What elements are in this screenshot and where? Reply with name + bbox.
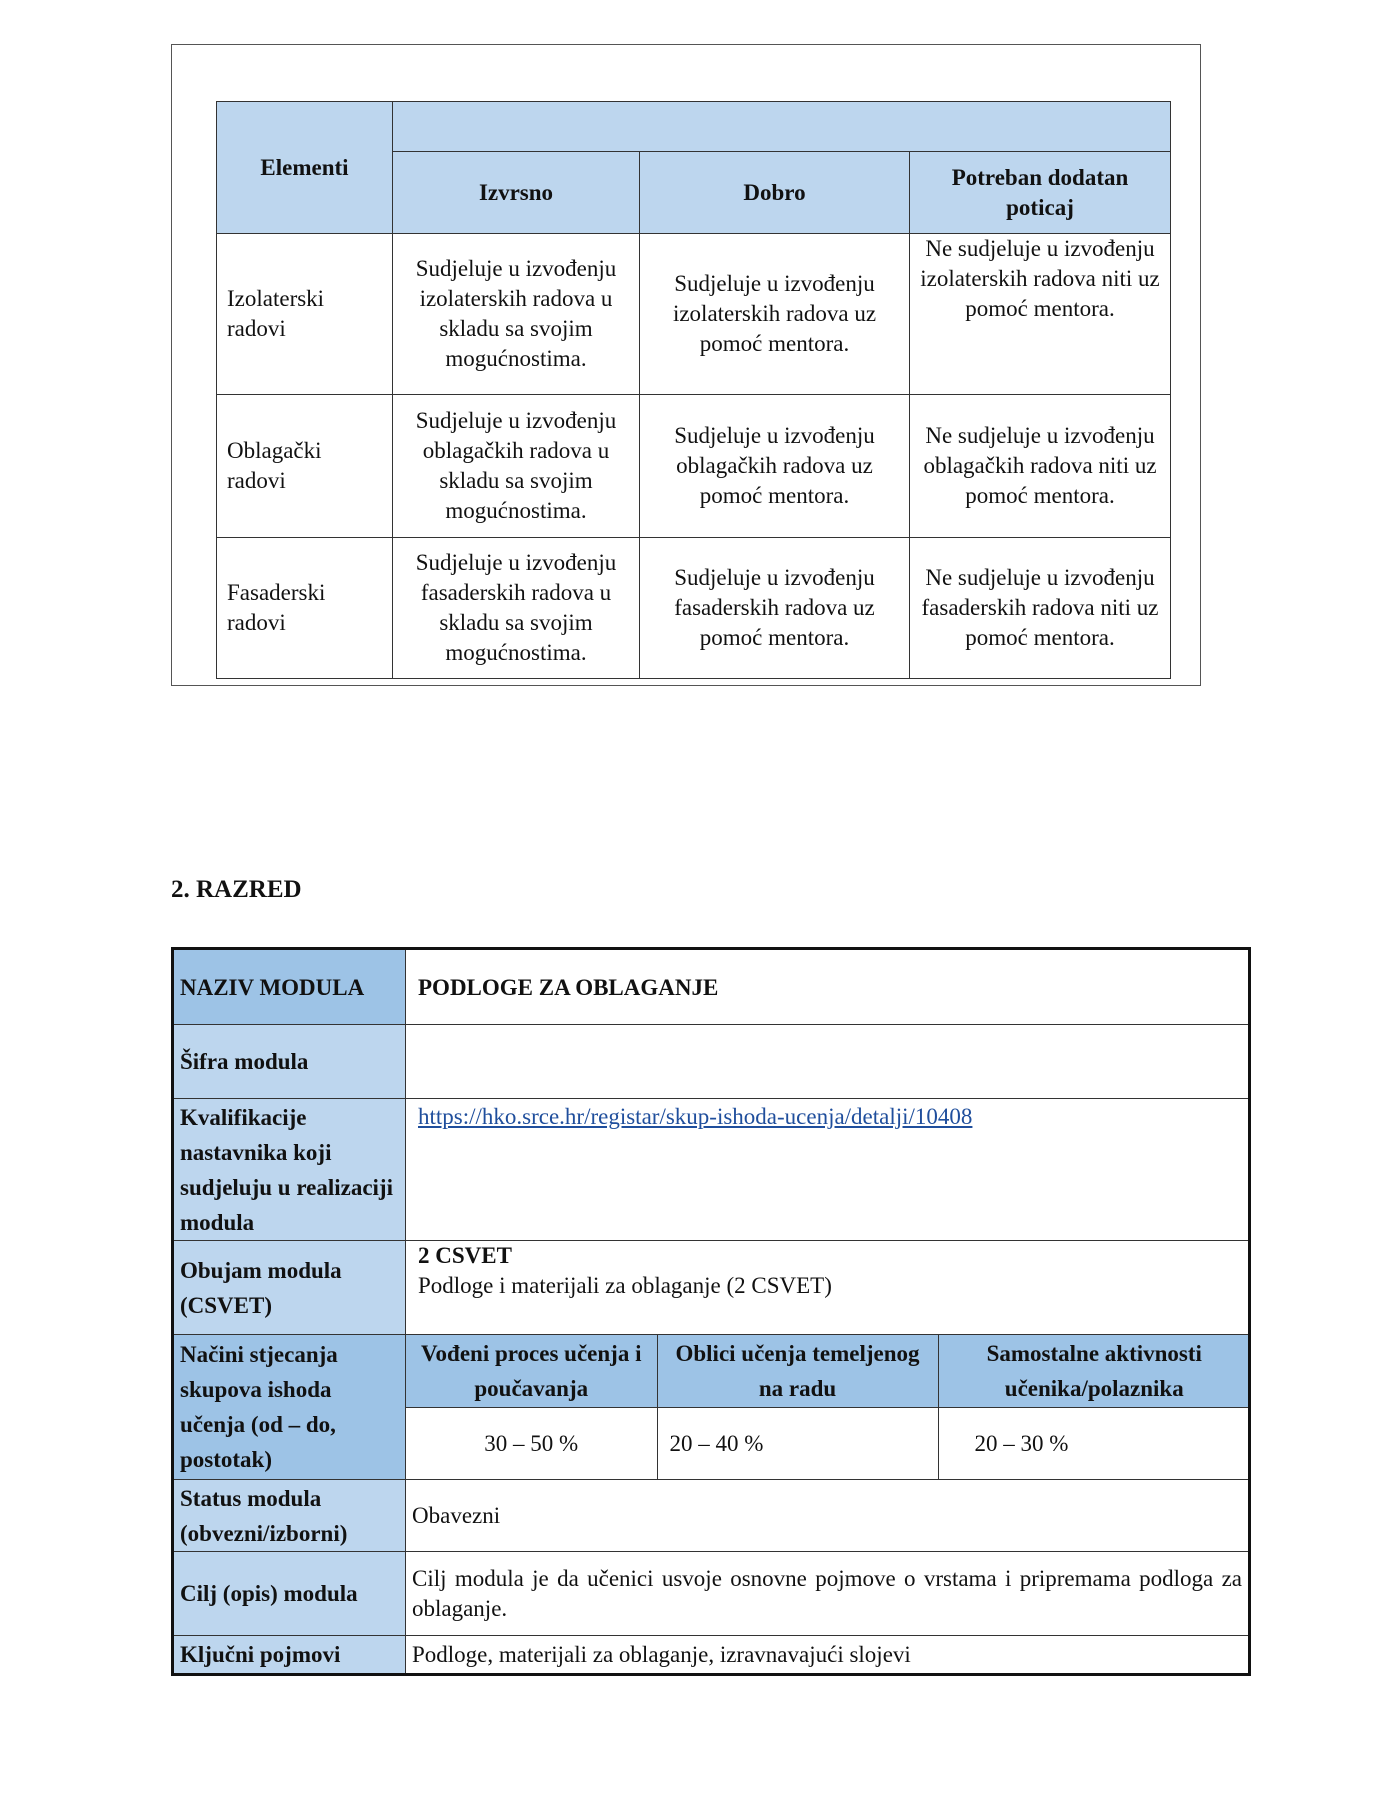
row-label: Izolaterski radovi xyxy=(217,234,393,395)
table-row xyxy=(217,538,1171,679)
table-row xyxy=(173,1025,1250,1099)
methods-table xyxy=(406,1335,1250,1479)
goal-label: Cilj (opis) modula xyxy=(173,1552,406,1636)
table-row xyxy=(173,949,1250,1025)
cell-excellent: Sudjeluje u izvođenju fasaderskih radova u skladu sa svojim mogućnostima. xyxy=(393,538,640,679)
cell-needs-push: Ne sudjeluje u izvođenju izolaterskih radova niti uz pomoć mentora. xyxy=(910,234,1171,395)
header-blank xyxy=(393,102,1171,152)
qualifications-label: Kvalifikacije nastavnika koji sudjeluju u realizaciji modula xyxy=(173,1099,406,1241)
table-row xyxy=(173,1480,1250,1552)
row-label: Fasaderski radovi xyxy=(217,538,393,679)
header-excellent: Izvrsno xyxy=(393,152,640,234)
rubric-table xyxy=(216,101,1171,679)
module-code-label: Šifra modula xyxy=(173,1025,406,1099)
table-row xyxy=(173,1241,1250,1335)
table-row xyxy=(217,234,1171,395)
keywords-label: Ključni pojmovi xyxy=(173,1636,406,1675)
module-name-value: PODLOGE ZA OBLAGANJE xyxy=(406,949,1250,1025)
qualifications-link[interactable]: https://hko.srce.hr/registar/skup-ishoda-ucenja/detalji/10408 xyxy=(418,1104,973,1129)
header-elements: Elementi xyxy=(217,102,393,234)
table-row xyxy=(173,1335,1250,1480)
cell-needs-push: Ne sudjeluje u izvođenju fasaderskih radova niti uz pomoć mentora. xyxy=(910,538,1171,679)
cell-good: Sudjeluje u izvođenju fasaderskih radova uz pomoć mentora. xyxy=(640,538,910,679)
table-row xyxy=(217,395,1171,538)
header-needs-push: Potreban dodatan poticaj xyxy=(910,152,1171,234)
scope-detail: Podloge i materijali za oblaganje (2 CSVET) xyxy=(418,1273,832,1298)
cell-good: Sudjeluje u izvođenju izolaterskih radova uz pomoć mentora. xyxy=(640,234,910,395)
methods-label: Načini stjecanja skupova ishoda učenja (od – do, postotak) xyxy=(173,1335,406,1480)
module-code-value xyxy=(406,1025,1250,1099)
method-header-guided: Vođeni proces učenja i poučavanja xyxy=(406,1335,657,1407)
header-good: Dobro xyxy=(640,152,910,234)
scope-label: Obujam modula (CSVET) xyxy=(173,1241,406,1335)
method-header-work-based: Oblici učenja temeljenog na radu xyxy=(657,1335,938,1407)
goal-value: Cilj modula je da učenici usvoje osnovne pojmove o vrstama i pripremama podloga za oblaganje. xyxy=(406,1552,1250,1636)
cell-good: Sudjeluje u izvođenju oblagačkih radova uz pomoć mentora. xyxy=(640,395,910,538)
rubric-frame xyxy=(171,44,1201,686)
method-value-work-based: 20 – 40 % xyxy=(657,1407,938,1479)
module-name-label: NAZIV MODULA xyxy=(173,949,406,1025)
method-value-guided: 30 – 50 % xyxy=(406,1407,657,1479)
table-row xyxy=(173,1636,1250,1675)
keywords-value: Podloge, materijali za oblaganje, izravnavajući slojevi xyxy=(406,1636,1250,1675)
cell-excellent: Sudjeluje u izvođenju oblagačkih radova u skladu sa svojim mogućnostima. xyxy=(393,395,640,538)
cell-excellent: Sudjeluje u izvođenju izolaterskih radova u skladu sa svojim mogućnostima. xyxy=(393,234,640,395)
table-row xyxy=(173,1552,1250,1636)
method-header-independent: Samostalne aktivnosti učenika/polaznika xyxy=(938,1335,1250,1407)
cell-needs-push: Ne sudjeluje u izvođenju oblagačkih radova niti uz pomoć mentora. xyxy=(910,395,1171,538)
table-row xyxy=(173,1099,1250,1241)
status-label: Status modula (obvezni/izborni) xyxy=(173,1480,406,1552)
method-value-independent: 20 – 30 % xyxy=(938,1407,1250,1479)
status-value: Obavezni xyxy=(406,1480,1250,1552)
section-heading: 2. RAZRED xyxy=(171,876,302,903)
row-label: Oblagački radovi xyxy=(217,395,393,538)
module-table xyxy=(171,947,1251,1676)
scope-value: 2 CSVET xyxy=(418,1243,512,1268)
